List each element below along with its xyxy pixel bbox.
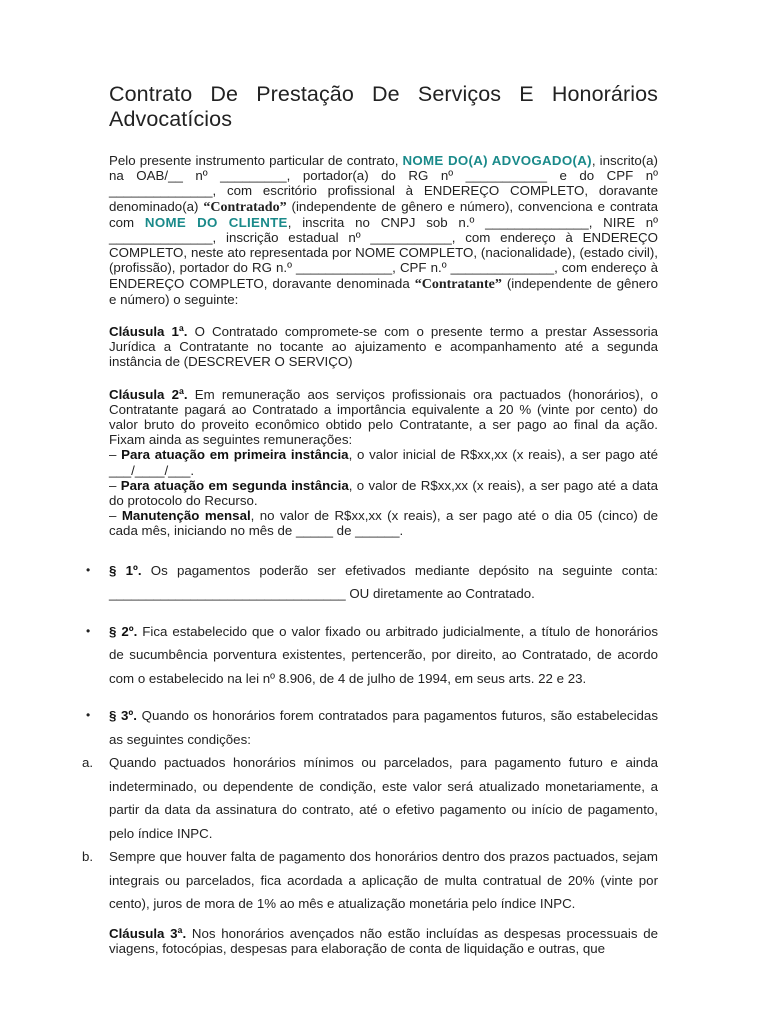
bullet: • — [86, 562, 91, 577]
paragrafo-3-text: Quando os honorários forem contratados para pagamentos futuros, são estabelecidas as seguintes condições: — [109, 708, 658, 747]
item-text: , o valor inicial de R$xx,xx (x reais), a ser pago até ___/____/___. — [109, 447, 658, 478]
intro-text: , inscrita no CNPJ sob n.º ______________, NIRE nº ______________, inscrição estadual nº ___________, com endereço à ENDEREÇO COMPLETO, neste ato representada por NOME COMPLETO, (nacionalidade), (estado civil), (profissão), portador do RG n.º _____________, CPF n.º ______________, com endereço à ENDEREÇO COMPLETO, doravante denominada — [109, 214, 658, 291]
clausula-3 — [109, 926, 658, 956]
contratado-term: “Contratado” — [203, 199, 287, 215]
client-name-placeholder: NOME DO CLIENTE — [144, 214, 288, 230]
list-item-alinea-b — [82, 845, 658, 916]
list-item-paragrafo-3 — [86, 704, 658, 751]
intro-text: Pelo presente instrumento particular de contrato, — [109, 153, 403, 168]
clausula-2-label: Cláusula 2ª. — [109, 386, 188, 402]
clausula-2 — [109, 387, 658, 448]
alinea-marker: a. — [82, 755, 94, 771]
title-line-2: Advocatícios — [109, 107, 233, 131]
paragrafo-3-label: § 3º. — [109, 708, 137, 724]
paragrafo-1-label: § 1º. — [109, 562, 142, 578]
paragrafo-2-label: § 2º. — [109, 623, 138, 639]
item-label: Para atuação em primeira instância — [121, 447, 349, 463]
document-title — [109, 82, 658, 132]
list-item-alinea-a — [82, 751, 658, 845]
dash: – — [109, 508, 122, 524]
intro-text: (independente de gênero e número), convenciona e contrata com — [109, 198, 658, 230]
title-line-1: Contrato De Prestação De Serviços E Honorários — [109, 82, 658, 106]
paragrafo-1-text: Os pagamentos poderão ser efetivados mediante depósito na seguinte conta: ________________________________ OU diretamente ao Contratado. — [109, 562, 658, 602]
clausula-3-label: Cláusula 3ª. — [109, 925, 187, 941]
paragraph-list — [82, 559, 658, 916]
contratante-term: “Contratante” — [414, 276, 502, 292]
dash: – — [109, 447, 122, 463]
intro-text: , inscrito(a) na OAB/__ nº _________, portador(a) do RG nº ___________ e do CPF nº ______________, com escritório profissional à ENDEREÇO COMPLETO, doravante denominado(a) — [109, 153, 658, 214]
alinea-a-text: Quando pactuados honorários mínimos ou parcelados, para pagamento futuro e ainda indeterminado, ou dependente de condição, este valor será atualizado monetariamente, a partir da data da assinatura do contrato, até o efetivo pagamento ou início de pagamento, pelo índice INPC. — [109, 755, 658, 841]
item-text: , no valor de R$xx,xx (x reais), a ser pago até o dia 05 (cinco) de cada mês, iniciando no mês de _____ de ______. — [109, 508, 658, 539]
list-item-paragrafo-2 — [86, 620, 658, 691]
clausula-2-item-2 — [109, 478, 658, 508]
item-label: Para atuação em segunda instância — [120, 477, 349, 493]
clausula-1 — [109, 324, 658, 370]
item-text: , o valor de R$xx,xx (x reais), a ser pago até a data do protocolo do Recurso. — [109, 477, 658, 509]
lawyer-name-placeholder: NOME DO(A) ADVOGADO(A) — [402, 153, 592, 168]
clausula-1-text: O Contratado compromete-se com o presente termo a prestar Assessoria Jurídica a Contratante no tocante ao ajuizamento e acompanhamento até a segunda instância de (DESCREVER O SERVIÇO) — [109, 324, 658, 370]
intro-paragraph — [109, 153, 658, 307]
bullet: • — [86, 623, 91, 638]
clausula-1-label: Cláusula 1ª. — [109, 324, 188, 340]
bullet: • — [86, 708, 91, 723]
clausula-3-text: Nos honorários avençados não estão incluídas as despesas processuais de viagens, fotocópias, despesas para elaboração de conta de liquidação e outras, que — [109, 925, 658, 956]
item-label: Manutenção mensal — [121, 508, 251, 524]
clausula-2-text: Em remuneração aos serviços profissionais ora pactuados (honorários), o Contratante pagará ao Contratado a importância equivalente a 20 % (vinte por cento) do valor bruto do proveito econômico obtido pelo Contratante, a ser pago ao final da ação. Fixam ainda as seguintes remunerações: — [109, 386, 658, 448]
clausula-2-item-1 — [109, 447, 658, 477]
dash: – — [109, 477, 121, 493]
alinea-marker: b. — [82, 849, 94, 865]
clausula-2-item-3 — [109, 508, 658, 538]
document-page — [82, 82, 659, 956]
list-item-paragrafo-1 — [86, 559, 658, 606]
paragrafo-2-text: Fica estabelecido que o valor fixado ou arbitrado judicialmente, a título de honorários de sucumbência porventura existentes, pertencerão, por direito, ao Contratado, de acordo com o estabelecido na lei nº 8.906, de 4 de julho de 1994, em seus arts. 22 e 23. — [109, 623, 658, 686]
intro-text: (independente de gênero e número) o seguinte: — [109, 275, 659, 307]
alinea-b-text: Sempre que houver falta de pagamento dos honorários dentro dos prazos pactuados, sejam integrais ou parcelados, fica acordada a aplicação de multa contratual de 20% (vinte por cento), juros de mora de 1% ao mês e atualização monetária pelo índice INPC. — [109, 849, 658, 912]
